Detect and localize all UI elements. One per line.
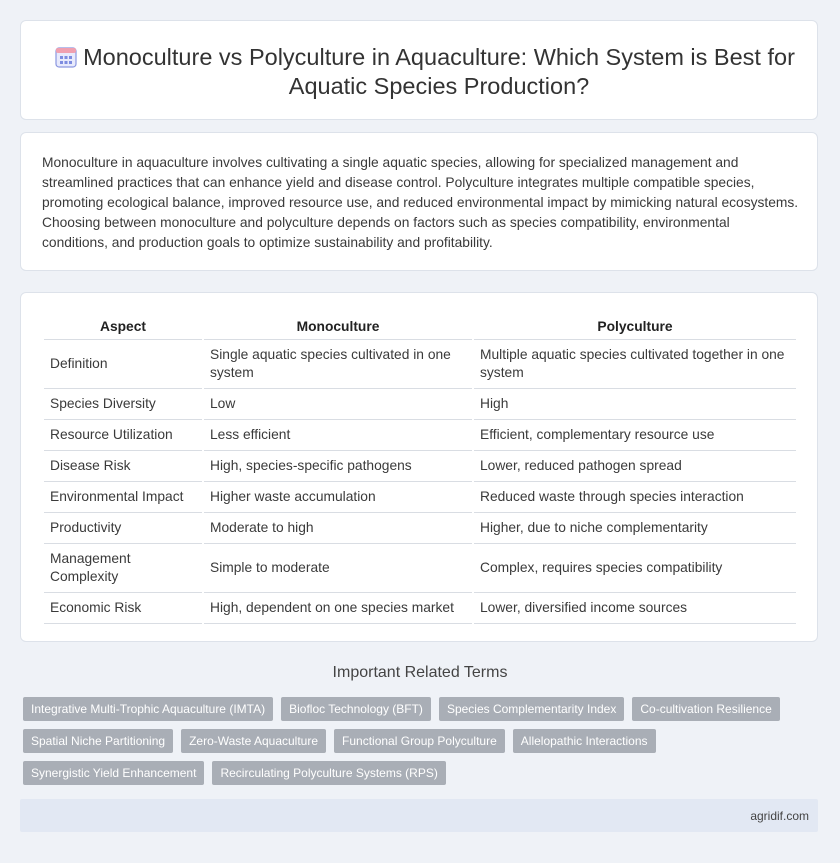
footer-bar [20, 799, 818, 832]
term-tag[interactable]: Functional Group Polyculture [334, 729, 505, 753]
table-cell: Low [204, 389, 472, 420]
table-cell: Moderate to high [204, 513, 472, 544]
table-row [44, 451, 796, 482]
table-row [44, 544, 796, 593]
table-cell: Multiple aquatic species cultivated together in one system [474, 340, 796, 389]
comparison-table [42, 311, 798, 624]
table-cell: Less efficient [204, 420, 472, 451]
table-cell: Complex, requires species compatibility [474, 544, 796, 593]
term-tag[interactable]: Synergistic Yield Enhancement [23, 761, 204, 785]
header-card [20, 20, 818, 120]
table-cell: High, species-specific pathogens [204, 451, 472, 482]
table-cell: Higher waste accumulation [204, 482, 472, 513]
table-cell: Definition [44, 340, 202, 389]
header-aspect: Aspect [44, 311, 202, 340]
term-tag[interactable]: Integrative Multi-Trophic Aquaculture (IMTA) [23, 697, 273, 721]
table-cell: Simple to moderate [204, 544, 472, 593]
intro-paragraph: Monoculture in aquaculture involves cultivating a single aquatic species, allowing for specialized management and streamlined practices that can enhance yield and disease control. Polyculture integrates multiple compatible species, promoting ecological balance, improved resource use, and reduced environmental impact by mimicking natural ecosystems. Choosing between monoculture and polyculture depends on factors such as species compatibility, environmental conditions, and production goals to optimize sustainability and profitability. [42, 155, 799, 250]
table-cell: Efficient, complementary resource use [474, 420, 796, 451]
table-cell: Lower, diversified income sources [474, 593, 796, 624]
table-cell: Species Diversity [44, 389, 202, 420]
page-title: Monoculture vs Polyculture in Aquaculture: Which System is Best for Aquatic Species Production? [83, 44, 795, 99]
term-tag[interactable]: Zero-Waste Aquaculture [181, 729, 326, 753]
table-cell: Management Complexity [44, 544, 202, 593]
table-row [44, 513, 796, 544]
table-cell: Reduced waste through species interaction [474, 482, 796, 513]
header-polyculture: Polyculture [474, 311, 796, 340]
table-cell: Disease Risk [44, 451, 202, 482]
table-cell: Single aquatic species cultivated in one system [204, 340, 472, 389]
term-tag[interactable]: Co-cultivation Resilience [632, 697, 779, 721]
table-row [44, 389, 796, 420]
footer-site-link[interactable]: agridif.com [750, 809, 809, 823]
table-cell: Resource Utilization [44, 420, 202, 451]
table-row [44, 420, 796, 451]
related-terms-list [23, 697, 813, 785]
related-terms-title: Important Related Terms [332, 664, 508, 681]
table-cell: High [474, 389, 796, 420]
table-cell: High, dependent on one species market [204, 593, 472, 624]
term-tag[interactable]: Recirculating Polyculture Systems (RPS) [212, 761, 445, 785]
term-tag[interactable]: Species Complementarity Index [439, 697, 624, 721]
table-cell: Economic Risk [44, 593, 202, 624]
term-tag[interactable]: Biofloc Technology (BFT) [281, 697, 431, 721]
table-row [44, 593, 796, 624]
table-cell: Environmental Impact [44, 482, 202, 513]
table-cell: Lower, reduced pathogen spread [474, 451, 796, 482]
table-header-row [44, 311, 796, 340]
intro-card [20, 132, 818, 271]
table-cell: Productivity [44, 513, 202, 544]
term-tag[interactable]: Allelopathic Interactions [513, 729, 656, 753]
comparison-table-card [20, 292, 818, 642]
table-cell: Higher, due to niche complementarity [474, 513, 796, 544]
table-row [44, 482, 796, 513]
term-tag[interactable]: Spatial Niche Partitioning [23, 729, 173, 753]
header-monoculture: Monoculture [204, 311, 472, 340]
table-row [44, 340, 796, 389]
calendar-icon [55, 46, 77, 68]
